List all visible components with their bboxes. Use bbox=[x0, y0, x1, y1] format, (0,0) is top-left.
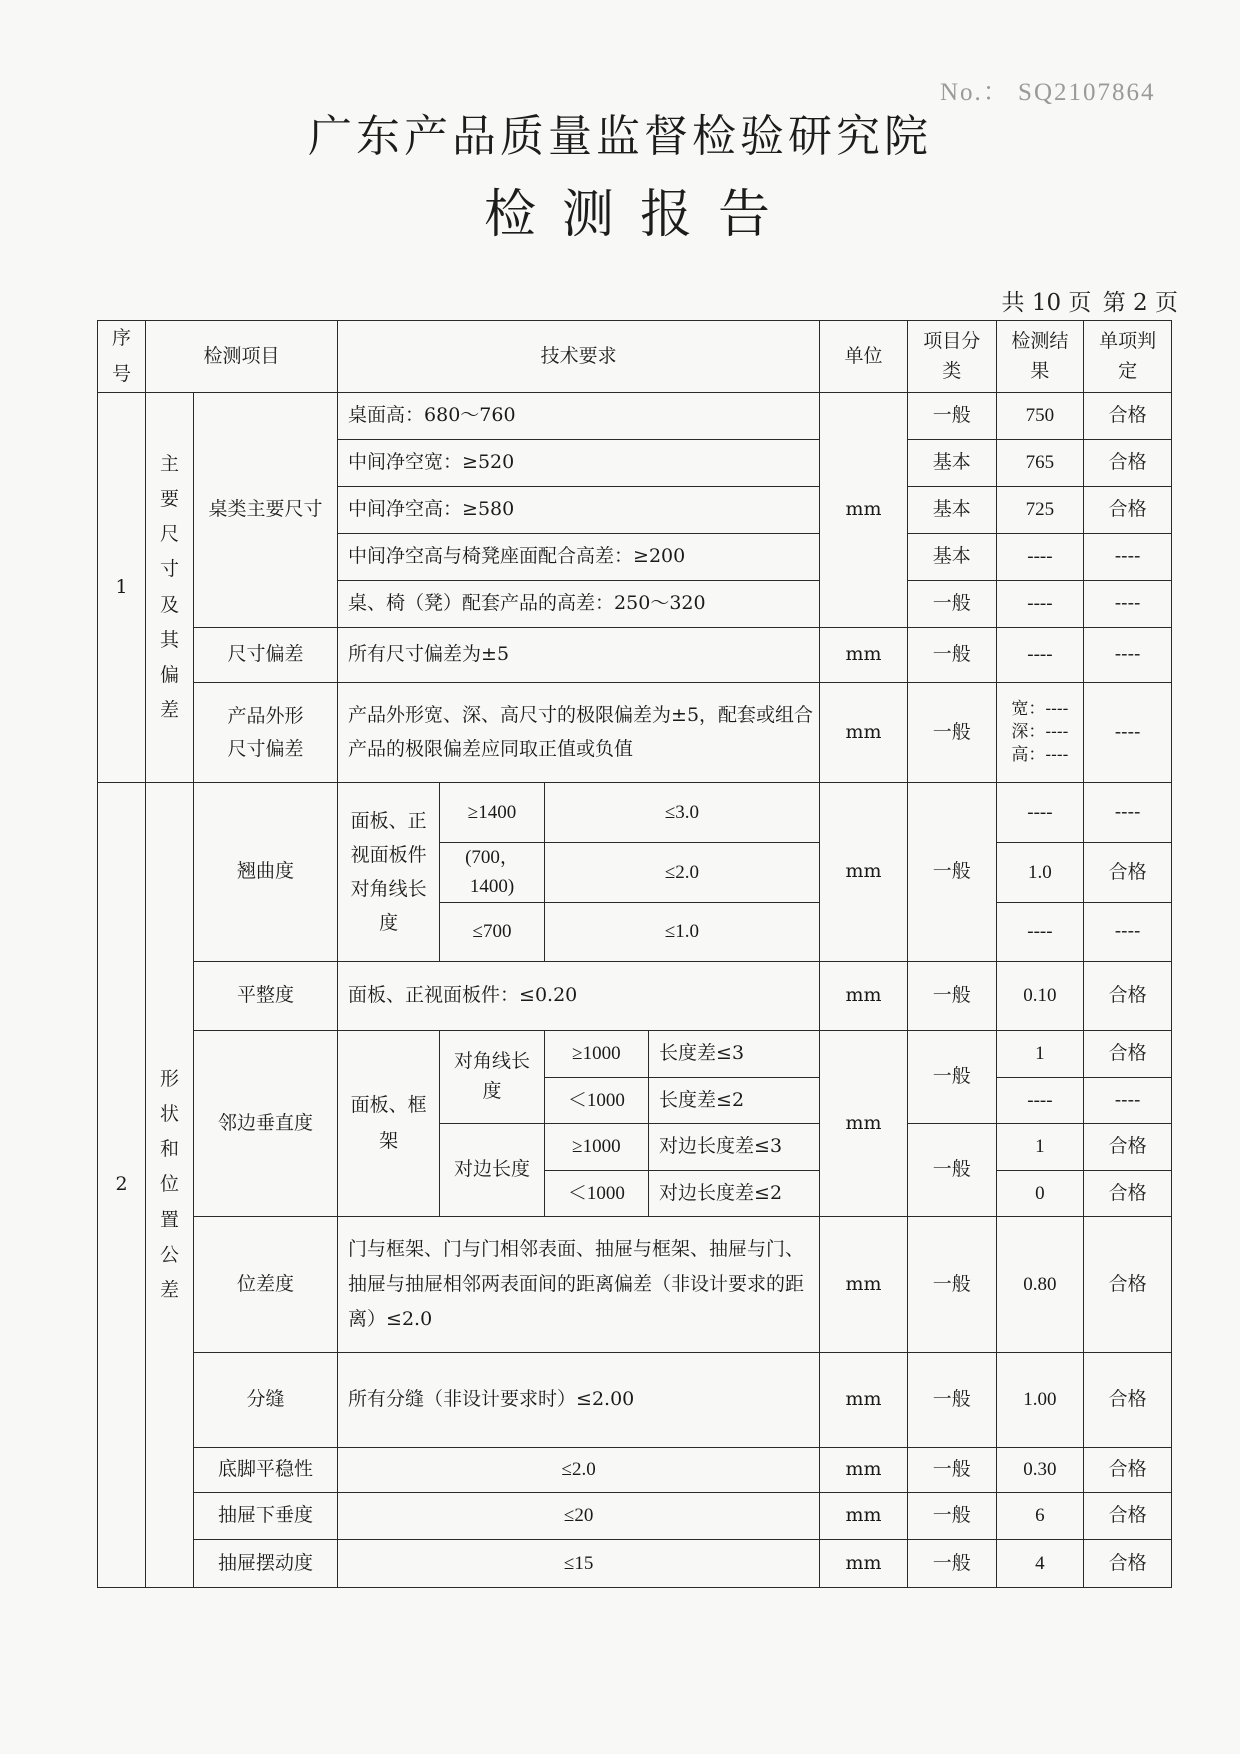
requirement-cell: 桌面高：680～760 bbox=[338, 393, 820, 440]
judgment-cell: 合格 bbox=[1084, 440, 1172, 487]
group2-seq: 2 bbox=[98, 783, 146, 1588]
judgment-cell: 合格 bbox=[1084, 1216, 1172, 1352]
requirement-cell: 桌、椅（凳）配套产品的高差：250～320 bbox=[338, 581, 820, 628]
table-row bbox=[98, 1216, 1172, 1352]
group1-name: 主要尺寸及其偏差 bbox=[146, 393, 194, 783]
pos-name: 位差度 bbox=[194, 1216, 338, 1352]
requirement-cell: 产品外形宽、深、高尺寸的极限偏差为±5，配套或组合产品的极限偏差应同取正值或负值 bbox=[338, 683, 820, 783]
range-cell: (700，1400) bbox=[440, 843, 544, 903]
requirement-cell: 中间净空宽：≥520 bbox=[338, 440, 820, 487]
requirement-cell: 中间净空高：≥580 bbox=[338, 487, 820, 534]
result-cell: 0.30 bbox=[996, 1447, 1084, 1492]
warp-condition: 面板、正视面板件对角线长度 bbox=[338, 783, 440, 962]
perp-part: 面板、框架 bbox=[338, 1030, 440, 1216]
judgment-cell: ---- bbox=[1084, 534, 1172, 581]
requirement-cell: ≤2.0 bbox=[338, 1447, 820, 1492]
group1-sub3-name bbox=[194, 683, 338, 783]
category-cell: 一般 bbox=[907, 1492, 996, 1539]
result-width: 宽：---- bbox=[1011, 699, 1069, 720]
unit-cell: mm bbox=[820, 683, 908, 783]
table-row bbox=[98, 1492, 1172, 1539]
header-result: 检测结果 bbox=[996, 321, 1084, 393]
result-cell: 725 bbox=[996, 487, 1084, 534]
limit-cell: 对边长度差≤3 bbox=[649, 1123, 820, 1170]
requirement-cell: ≤20 bbox=[338, 1492, 820, 1539]
category-cell: 一般 bbox=[907, 628, 996, 683]
judgment-cell: ---- bbox=[1084, 683, 1172, 783]
inspection-table bbox=[97, 320, 1172, 1588]
judgment-cell: ---- bbox=[1084, 581, 1172, 628]
category-cell: 一般 bbox=[907, 1447, 996, 1492]
limit-cell: 长度差≤3 bbox=[649, 1030, 820, 1077]
sub3-name-line1: 产品外形 bbox=[227, 705, 304, 728]
requirement-cell: 面板、正视面板件：≤0.20 bbox=[338, 961, 820, 1030]
unit-cell: mm bbox=[820, 1539, 908, 1587]
limit-cell: ≤1.0 bbox=[544, 902, 820, 961]
requirement-cell: 所有分缝（非设计要求时）≤2.00 bbox=[338, 1352, 820, 1447]
category-cell: 一般 bbox=[907, 1123, 996, 1216]
drawer-sag-name: 抽屉下垂度 bbox=[194, 1492, 338, 1539]
result-cell: ---- bbox=[996, 902, 1084, 961]
page-total: 共 10 页 bbox=[1001, 290, 1092, 316]
judgment-cell: ---- bbox=[1084, 783, 1172, 843]
judgment-cell: 合格 bbox=[1084, 1170, 1172, 1216]
group2-name: 形状和位置公差 bbox=[146, 783, 194, 1588]
header-item: 检测项目 bbox=[146, 321, 338, 393]
judgment-cell: 合格 bbox=[1084, 1492, 1172, 1539]
result-cell: 1 bbox=[996, 1123, 1084, 1170]
judgment-cell: 合格 bbox=[1084, 1447, 1172, 1492]
page-current: 第 2 页 bbox=[1102, 290, 1178, 316]
requirement-cell: 中间净空高与椅凳座面配合高差：≥200 bbox=[338, 534, 820, 581]
gap-name: 分缝 bbox=[194, 1352, 338, 1447]
result-cell: 0.10 bbox=[996, 961, 1084, 1030]
judgment-cell: 合格 bbox=[1084, 1539, 1172, 1587]
result-cell: 4 bbox=[996, 1539, 1084, 1587]
perp-diag-name: 对角线长度 bbox=[440, 1030, 544, 1123]
category-cell: 一般 bbox=[907, 1539, 996, 1587]
result-cell: 0 bbox=[996, 1170, 1084, 1216]
judgment-cell: 合格 bbox=[1084, 1123, 1172, 1170]
table-row bbox=[98, 961, 1172, 1030]
category-cell: 一般 bbox=[907, 581, 996, 628]
unit-cell: mm bbox=[820, 1352, 908, 1447]
range-cell: ＜1000 bbox=[544, 1170, 648, 1216]
category-cell: 一般 bbox=[907, 1352, 996, 1447]
category-cell: 一般 bbox=[907, 783, 996, 962]
range-cell: ≥1400 bbox=[440, 783, 544, 843]
range-cell: ≤700 bbox=[440, 902, 544, 961]
header-judgment: 单项判定 bbox=[1084, 321, 1172, 393]
drawer-swing-name: 抽屉摆动度 bbox=[194, 1539, 338, 1587]
flat-name: 平整度 bbox=[194, 961, 338, 1030]
judgment-cell: 合格 bbox=[1084, 843, 1172, 903]
unit-cell: mm bbox=[820, 783, 908, 962]
judgment-cell: 合格 bbox=[1084, 487, 1172, 534]
table-row bbox=[98, 1030, 1172, 1077]
result-cell: ---- bbox=[996, 628, 1084, 683]
result-cell: ---- bbox=[996, 581, 1084, 628]
category-cell: 一般 bbox=[907, 683, 996, 783]
category-cell: 一般 bbox=[907, 1216, 996, 1352]
result-cell: ---- bbox=[996, 783, 1084, 843]
foot-name: 底脚平稳性 bbox=[194, 1447, 338, 1492]
judgment-cell: 合格 bbox=[1084, 1352, 1172, 1447]
category-cell: 基本 bbox=[907, 534, 996, 581]
judgment-cell: ---- bbox=[1084, 1077, 1172, 1123]
judgment-cell: 合格 bbox=[1084, 1030, 1172, 1077]
unit-cell: mm bbox=[820, 961, 908, 1030]
document-title: 检测报告 bbox=[483, 185, 796, 245]
table-row bbox=[98, 783, 1172, 843]
category-cell: 一般 bbox=[907, 1030, 996, 1123]
category-cell: 一般 bbox=[907, 961, 996, 1030]
table-row bbox=[98, 1447, 1172, 1492]
judgment-cell: ---- bbox=[1084, 628, 1172, 683]
result-cell: 765 bbox=[996, 440, 1084, 487]
institute-name: 广东产品质量监督检验研究院 bbox=[308, 111, 932, 162]
header-requirement: 技术要求 bbox=[338, 321, 820, 393]
table-row bbox=[98, 683, 1172, 783]
unit-cell: mm bbox=[820, 1447, 908, 1492]
header-unit: 单位 bbox=[820, 321, 908, 393]
result-depth: 深：---- bbox=[1011, 722, 1069, 743]
perp-name: 邻边垂直度 bbox=[194, 1030, 338, 1216]
result-cell bbox=[996, 683, 1084, 783]
requirement-cell: 门与框架、门与门相邻表面、抽屉与框架、抽屉与门、抽屉与抽屉相邻两表面间的距离偏差（非设计要求的距离）≤2.0 bbox=[338, 1216, 820, 1352]
requirement-cell: ≤15 bbox=[338, 1539, 820, 1587]
table-header-row bbox=[98, 321, 1172, 393]
result-cell: ---- bbox=[996, 534, 1084, 581]
requirement-cell: 所有尺寸偏差为±5 bbox=[338, 628, 820, 683]
unit-cell: mm bbox=[820, 393, 908, 628]
perp-side-name: 对边长度 bbox=[440, 1123, 544, 1216]
range-cell: ＜1000 bbox=[544, 1077, 648, 1123]
unit-cell: mm bbox=[820, 1492, 908, 1539]
judgment-cell: 合格 bbox=[1084, 961, 1172, 1030]
unit-cell: mm bbox=[820, 1030, 908, 1216]
result-cell: 1 bbox=[996, 1030, 1084, 1077]
group1-sub2-name: 尺寸偏差 bbox=[194, 628, 338, 683]
header-seq: 序号 bbox=[98, 321, 146, 393]
header-category: 项目分类 bbox=[907, 321, 996, 393]
sub3-name-line2: 尺寸偏差 bbox=[227, 737, 304, 760]
limit-cell: ≤2.0 bbox=[544, 843, 820, 903]
table-row bbox=[98, 1539, 1172, 1587]
table-row bbox=[98, 1352, 1172, 1447]
range-cell: ≥1000 bbox=[544, 1123, 648, 1170]
table-row bbox=[98, 393, 1172, 440]
group1-seq: 1 bbox=[98, 393, 146, 783]
report-number: No.： SQ2107864 bbox=[940, 79, 1156, 106]
unit-cell: mm bbox=[820, 1216, 908, 1352]
unit-cell: mm bbox=[820, 628, 908, 683]
result-height: 高：---- bbox=[1011, 744, 1069, 765]
limit-cell: 长度差≤2 bbox=[649, 1077, 820, 1123]
result-cell: 1.0 bbox=[996, 843, 1084, 903]
limit-cell: ≤3.0 bbox=[544, 783, 820, 843]
category-cell: 基本 bbox=[907, 440, 996, 487]
warp-name: 翘曲度 bbox=[194, 783, 338, 962]
group1-sub1-name: 桌类主要尺寸 bbox=[194, 393, 338, 628]
result-cell: 6 bbox=[996, 1492, 1084, 1539]
table-row bbox=[98, 628, 1172, 683]
page-count bbox=[998, 284, 1178, 317]
result-cell: 0.80 bbox=[996, 1216, 1084, 1352]
result-cell: 1.00 bbox=[996, 1352, 1084, 1447]
limit-cell: 对边长度差≤2 bbox=[649, 1170, 820, 1216]
result-cell: 750 bbox=[996, 393, 1084, 440]
judgment-cell: 合格 bbox=[1084, 393, 1172, 440]
result-cell: ---- bbox=[996, 1077, 1084, 1123]
category-cell: 基本 bbox=[907, 487, 996, 534]
judgment-cell: ---- bbox=[1084, 902, 1172, 961]
range-cell: ≥1000 bbox=[544, 1030, 648, 1077]
category-cell: 一般 bbox=[907, 393, 996, 440]
